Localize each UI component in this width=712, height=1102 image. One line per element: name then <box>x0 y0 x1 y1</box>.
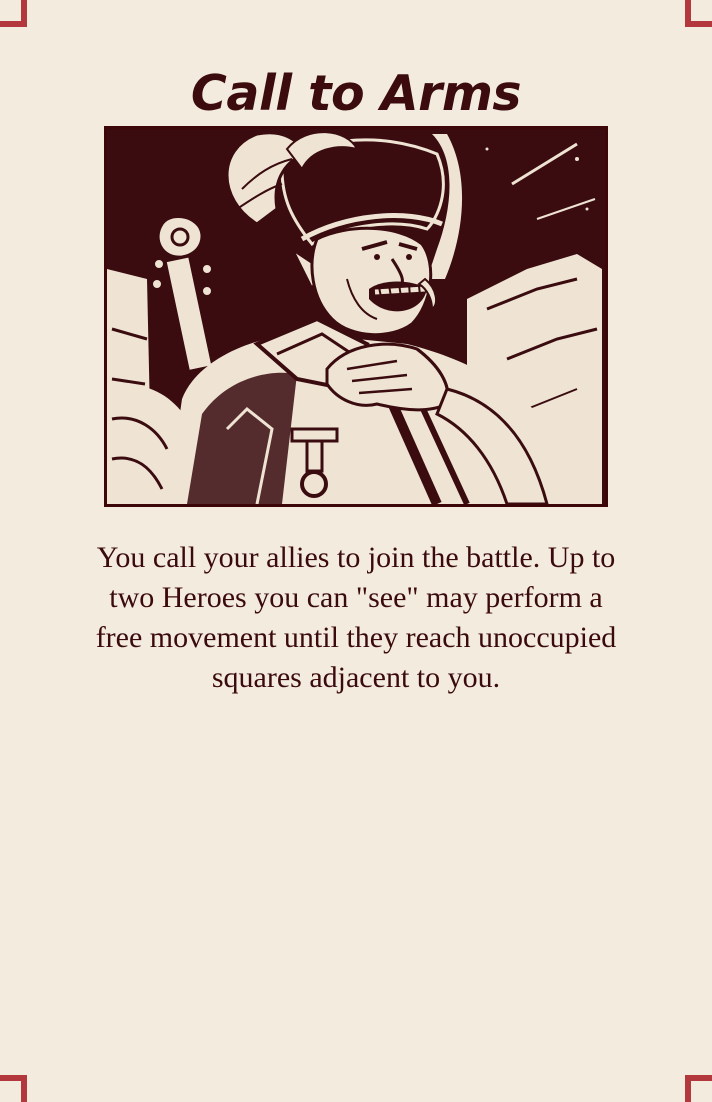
cheering-goblin-artwork-icon <box>107 129 605 504</box>
corner-bracket-icon <box>682 0 712 30</box>
card-title: Call to Arms <box>190 65 522 122</box>
card-artwork <box>104 126 608 507</box>
corner-bracket-icon <box>0 1072 30 1102</box>
card-rules-text: You call your allies to join the battle. Up to two Heroes you can "see" may perform a free movement until they reach unoccupied squares adjacent to you. <box>95 541 617 694</box>
corner-bracket-icon <box>682 1072 712 1102</box>
corner-bracket-icon <box>0 0 30 30</box>
